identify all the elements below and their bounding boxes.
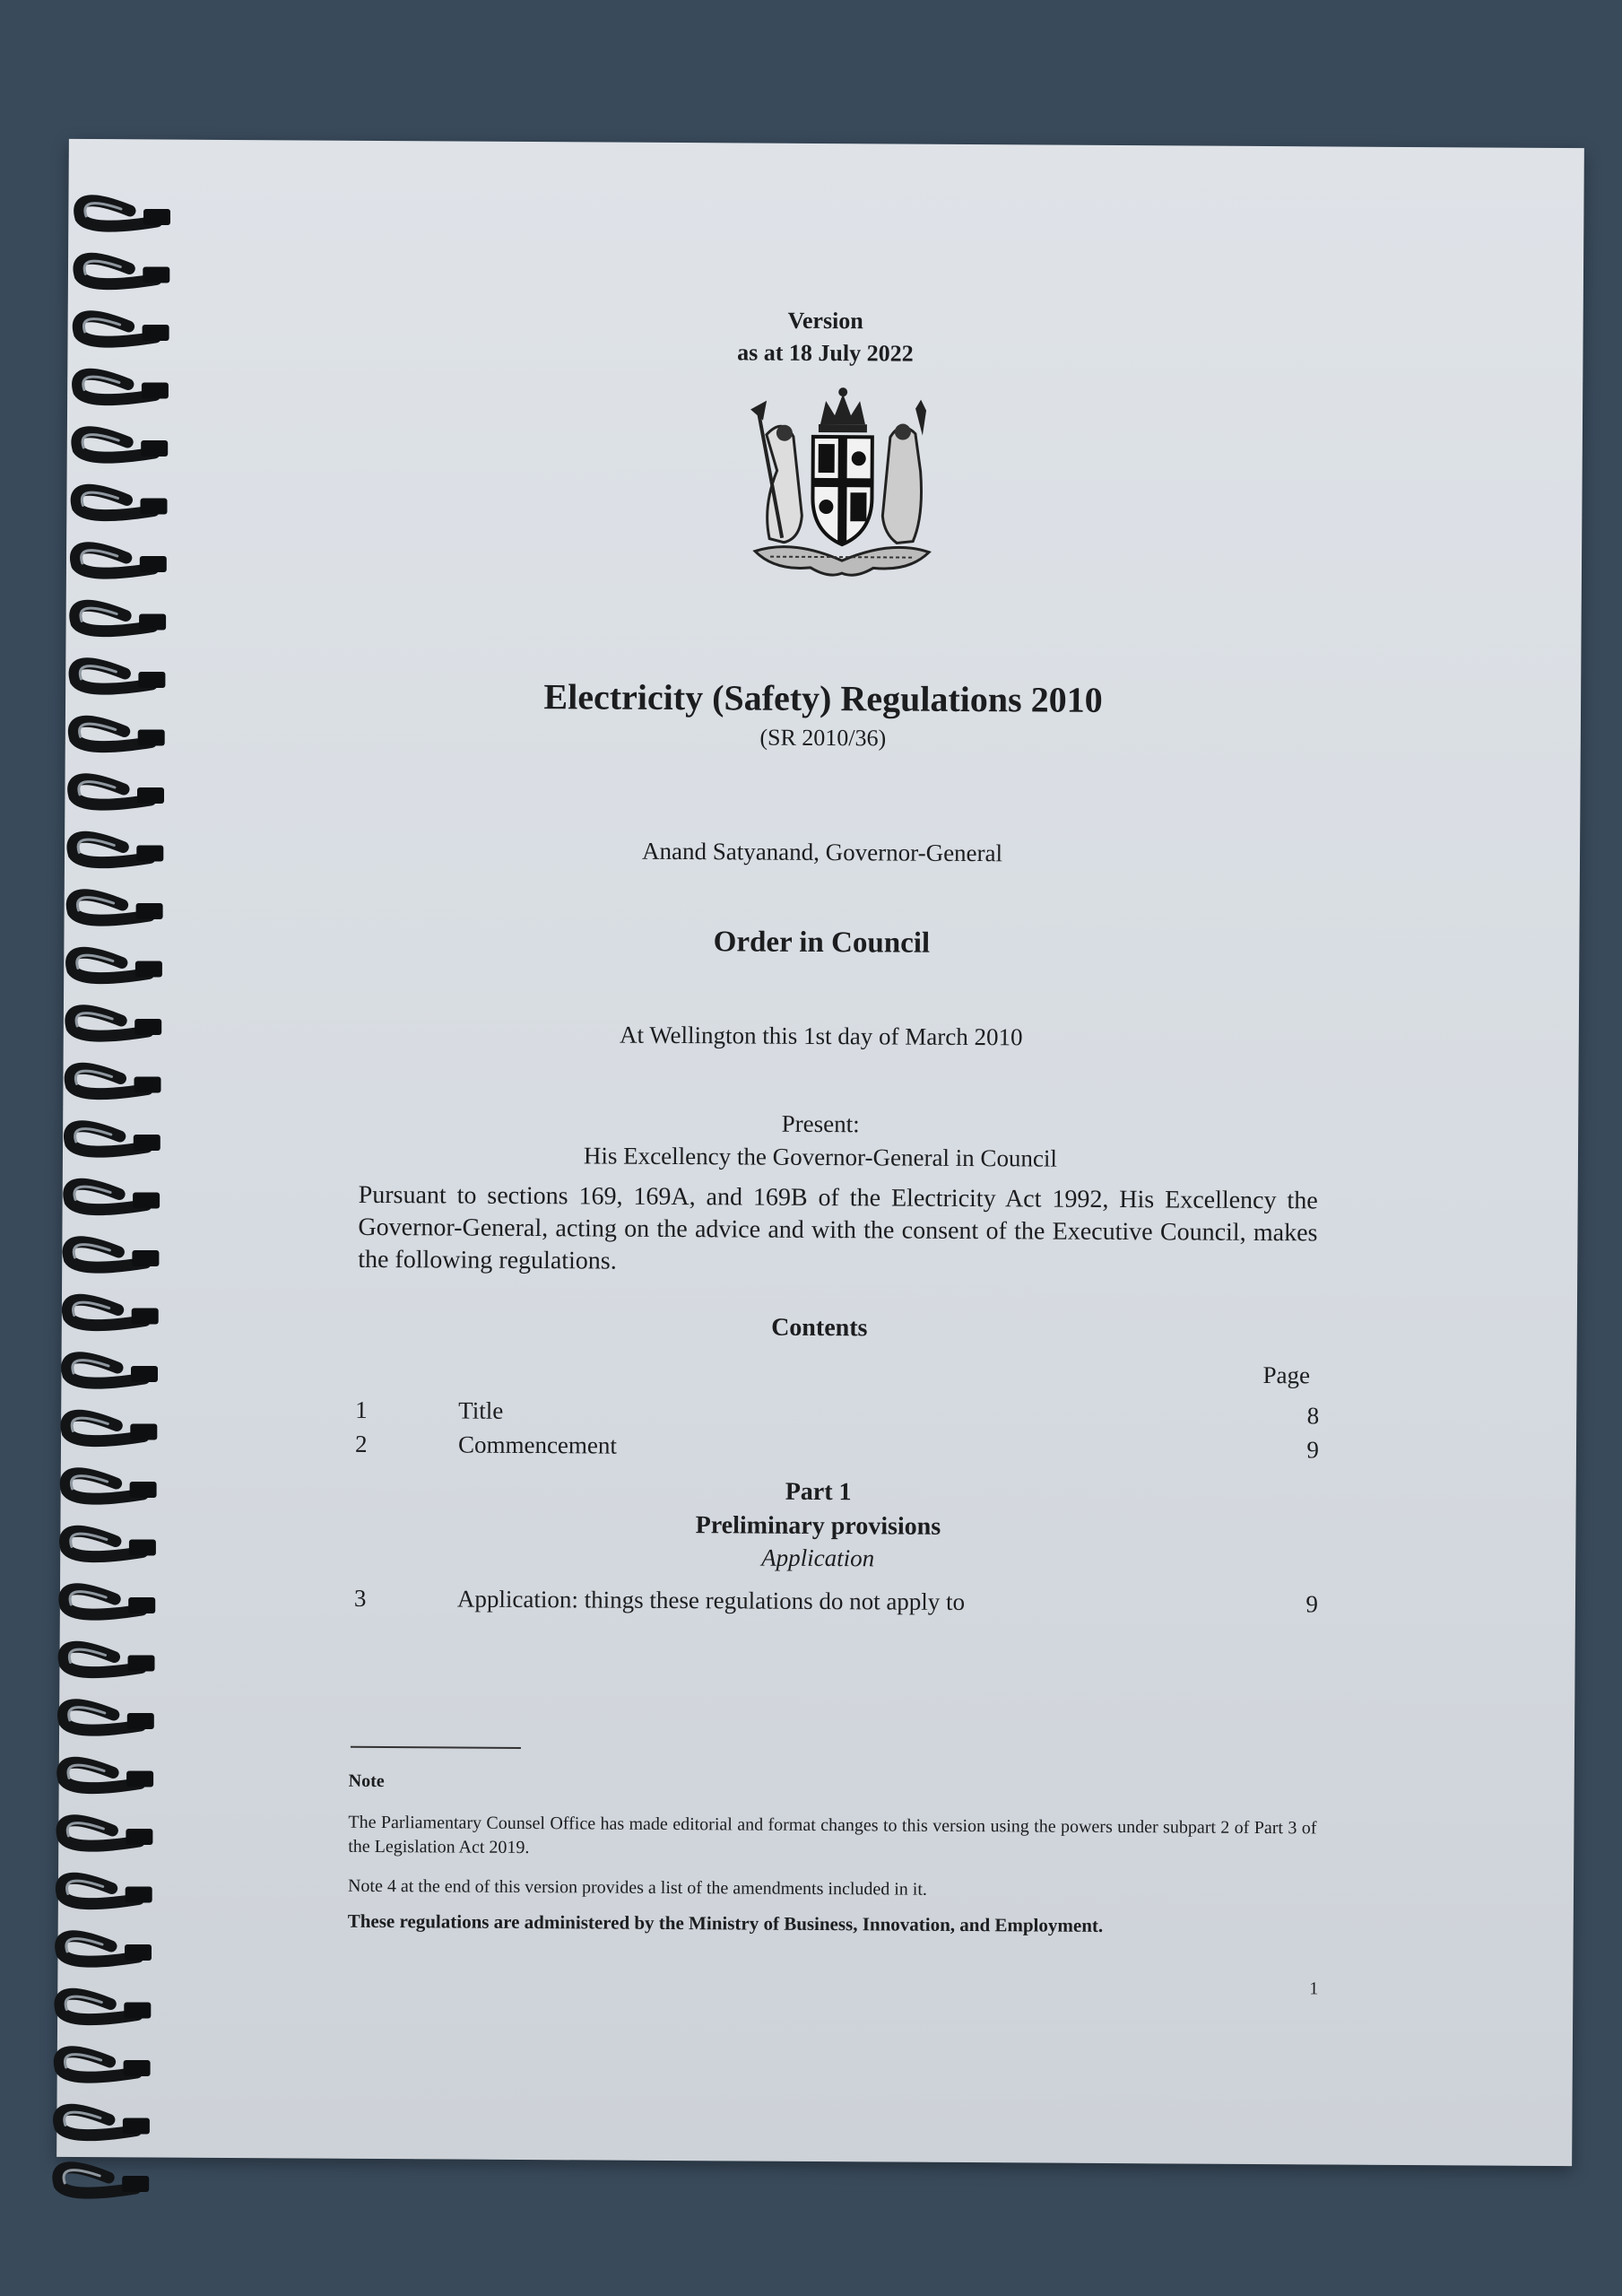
nz-coat-of-arms-icon xyxy=(730,380,955,584)
toc-label: Title xyxy=(458,1396,504,1424)
part-number: Part 1 xyxy=(785,1477,852,1507)
contents-heading: Contents xyxy=(771,1313,868,1343)
version-label: Version xyxy=(787,307,863,335)
pursuant-paragraph: Pursuant to sections 169, 169A, and 169B of the Electricity Act 1992, His Excellency the Governor-General, acting on the advice and with the consent of the Executive Council, makes the following regulations. xyxy=(358,1180,1318,1275)
footnote-divider xyxy=(351,1746,521,1749)
page-number: 1 xyxy=(1309,1979,1319,1999)
page-column-heading: Page xyxy=(1262,1361,1311,1389)
toc-page: 8 xyxy=(1306,1402,1320,1430)
present-who: His Excellency the Governor-General in Council xyxy=(583,1142,1058,1172)
binding-coil xyxy=(58,2168,149,2193)
toc-label: Commencement xyxy=(457,1431,618,1459)
note-paragraph: The Parliamentary Counsel Office has made editorial and format changes to this version using the powers under subpart 2 of Part 3 of the Legislation Act 2019. xyxy=(348,1812,1317,1858)
part-heading xyxy=(60,1471,1575,1548)
toc-row[interactable] xyxy=(355,1431,1319,1471)
note-paragraph: Note 4 at the end of this version provides a list of the amendments included in it. xyxy=(347,1875,928,1900)
application-heading: Application xyxy=(761,1544,875,1572)
present-label: Present: xyxy=(781,1109,860,1138)
place-date-line: At Wellington this 1st day of March 2010 xyxy=(619,1021,1023,1051)
order-in-council-heading: Order in Council xyxy=(713,926,931,960)
toc-page: 9 xyxy=(1306,1436,1320,1464)
toc-number: 1 xyxy=(355,1396,368,1423)
administered-by-line: These regulations are administered by the Ministry of Business, Innovation, and Employment. xyxy=(347,1909,1104,1936)
sr-number: (SR 2010/36) xyxy=(759,724,887,752)
document-page xyxy=(56,139,1584,2166)
note-heading: Note xyxy=(348,1770,385,1792)
present-block xyxy=(63,1103,1578,1178)
toc-number: 3 xyxy=(353,1584,367,1612)
document-title: Electricity (Safety) Regulations 2010 xyxy=(543,676,1103,720)
part-title: Preliminary provisions xyxy=(695,1511,941,1541)
toc-page: 9 xyxy=(1305,1590,1319,1618)
version-date: as at 18 July 2022 xyxy=(737,339,914,367)
toc-label: Application: things these regulations do not apply to xyxy=(456,1585,966,1615)
governor-general-line: Anand Satyanand, Governor-General xyxy=(641,837,1003,867)
version-block xyxy=(67,300,1583,374)
toc-row[interactable] xyxy=(355,1396,1319,1437)
toc-row[interactable] xyxy=(354,1585,1318,1625)
toc-number: 2 xyxy=(354,1430,368,1457)
